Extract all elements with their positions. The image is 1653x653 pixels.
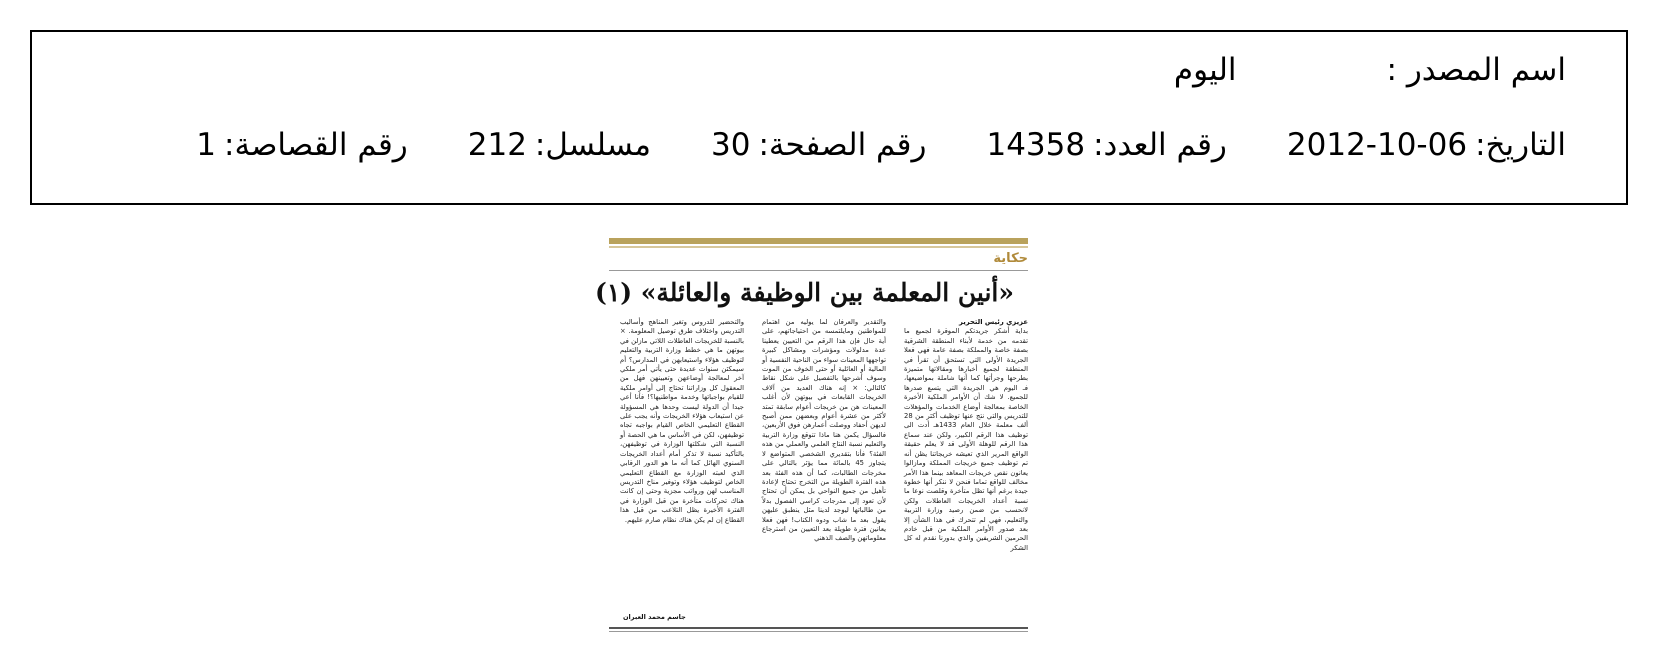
page-value: 30 — [711, 127, 751, 163]
column-text: بداية أشكر جريدتكم الموقرة لجميع ما تقدمه من خدمة لأبناء المنطقة الشرقية بصفة خاصة والمملكة بصفة عامة فهي فعلا الجريدة الأولى التي تستحق أن تقرأ في المنطقة لجميع أخبارها ومقالاتها متميزة بطرحها وجرأتها كما أنها شاملة بمواضيعها، فـ اليوم هي الجريدة التي يتسع صدرها للجميع. لا شك أن الأوامر الملكية الأخيرة الخاصة بمعالجة أوضاع الخدمات والمؤهلات للتدريس والتي نتج عنها توظيف أكثر من 28 ألف معلمة خلال العام 1433هـ أدت الى توظيف هذا الرقم الكبير، ولكن عند سماع هذا الرقم للوهلة الأولى قد لا يعلم حقيقة الواقع المرير الذي تعيشه خريجاتنا يظن أنه تم توظيف جميع خريجات المملكة ومازالوا يعانون نقص خريجات المعاهد بينما هذا الأمر مخالف للواقع تماما فنحن لا ننكر أنها خطوة جيدة برغم أنها تظل متأخرة وقلصت نوعا ما نسبة أعداد الخريجات العاطلات ولكن لانحسب من ضمن رصيد وزارة التربية والتعليم، فهي لم تتحرك في هذا الشأن إلا بعد صدور الأوامر الملكية من قبل خادم الحرمين الشريفين والذي بدورنا نقدم له كل الشكر — [904, 327, 1028, 552]
source-info-box — [30, 30, 1628, 205]
clipping-divider — [609, 270, 1028, 271]
article-author: جاسم محمد العبران — [623, 613, 686, 621]
meta-row — [196, 127, 1566, 163]
clip-field — [196, 127, 407, 163]
section-tag: حكاية — [993, 251, 1028, 266]
source-row — [1174, 52, 1566, 88]
clipping-bottom-bar — [609, 627, 1028, 629]
clipping-top-bar — [609, 238, 1028, 244]
article-column-1 — [904, 318, 1028, 618]
issue-label: رقم العدد: — [1093, 127, 1227, 163]
column-text: والتقدير والعرفان لما يوليه من اهتمام للمواطنين ومايلتمسه من احتياجاتهم، على أية حال فإن هذا الرقم من التعيين يعطينا عدة مدلولات ومؤشرات ومشاكل كبيرة تواجهها المعينات سواء من الناحية النفسية أو المالية أو العائلية أو حتى الخوف من الموت وسوف أشرحها بالتفصيل على شكل نقاط كالتالي: × إنه هناك العديد من آلاف الخريجات القابعات في بيوتهن لأن أغلب المعينات هن من خريجات أعوام سابقة تمتد لأكثر من عشرة أعوام وبعضهن ممن أصبح لديهن أحفاد ووصلت أعمارهن فوق الأربعين، فالسؤال يكمن هنا ماذا تتوقع وزارة التربية والتعليم نسبة النتاج العلمي والعملي من هذه الفئة؟ فأنا بتقديري الشخصي المتواضع لا يتجاوز 45 بالمائة مما يؤثر بالتالي على مخرجات الطالبات، كما أن هذه الفئة بعد هذه الفترة الطويلة من التخرج تحتاج لإعادة تأهيل من جميع النواحي بل يمكن أن تحتاج لأن تعود إلى مدرجات كراسي الفصول بدلاً من طالباتها ليوجد لدينا مثل ينطبق عليهن يقول بعد ما شاب ودوه الكتاب! فهن فعلا يعانين فترة طويلة بعد التعيين من استرجاع معلوماتهن والصف الذهني — [762, 318, 886, 543]
article-column-2 — [762, 318, 886, 618]
clip-value: 1 — [196, 127, 217, 163]
issue-value: 14358 — [986, 127, 1086, 163]
column-heading: عزيزي رئيس التحرير — [958, 318, 1028, 326]
clip-label: رقم القصاصة: — [224, 127, 408, 163]
article-column-3 — [620, 318, 744, 618]
clipping-bottom-line — [609, 631, 1028, 632]
page-field — [711, 127, 926, 163]
column-text: والتحضير للدروس وتغير المناهج وأساليب التدريس واختلاف طرق توصيل المعلومة. × بالنسبة للخريجات العاطلات اللاتي مازلن في بيوتهن ما هي خطط وزارة التربية والتعليم لتوظيف هؤلاء واستيعابهن في المدارس؟ أم سيمكثن سنوات عديدة حتى يأتي أمر ملكي آخر لمعالجة أوضاعهن وتعيينهن فهل من المعقول كل وزاراتنا تحتاج إلى أوامر ملكية للقيام بواجباتها وخدمة مواطنيها؟! فأنا أعي جيدا أن الدولة ليست وحدها هي المسؤولة عن استيعاب هؤلاء الخريجات وأنه يجب على القطاع التعليمي الخاص القيام بواجبه تجاه توظيفهن، لكن في الأساس ما هي الحصة أو النسبة التي شكلتها الوزارة في توظيفهن، بالتأكيد نسبة لا تذكر أمام أعداد الخريجات السنوي الهائل كما أنه ما هو الدور الرقابي الذي لعبته الوزارة مع القطاع التعليمي الخاص لتوظيف هؤلاء وتوفير مناخ التدريس المناسب لهن ورواتب مجزية وحتى إن كانت هناك تحركات متأخرة من قبل الوزارة في الفترة الأخيرة يظل التلاعب من قبل هذا القطاع إن لم يكن هناك نظام صارم عليهم. — [620, 318, 744, 524]
source-value: اليوم — [1173, 52, 1237, 88]
page-label: رقم الصفحة: — [758, 127, 927, 163]
serial-label: مسلسل: — [534, 127, 652, 163]
issue-field — [986, 127, 1226, 163]
clipping-top-line — [609, 246, 1028, 248]
newspaper-clipping — [594, 238, 1028, 634]
date-field — [1287, 127, 1566, 163]
article-headline: «أنين المعلمة بين الوظيفة والعائلة» (١) — [594, 278, 1014, 307]
serial-value: 212 — [467, 127, 527, 163]
date-label: التاريخ: — [1475, 127, 1566, 163]
date-value: 2012-10-06 — [1286, 127, 1468, 163]
serial-field — [468, 127, 651, 163]
source-label: اسم المصدر : — [1386, 52, 1566, 88]
